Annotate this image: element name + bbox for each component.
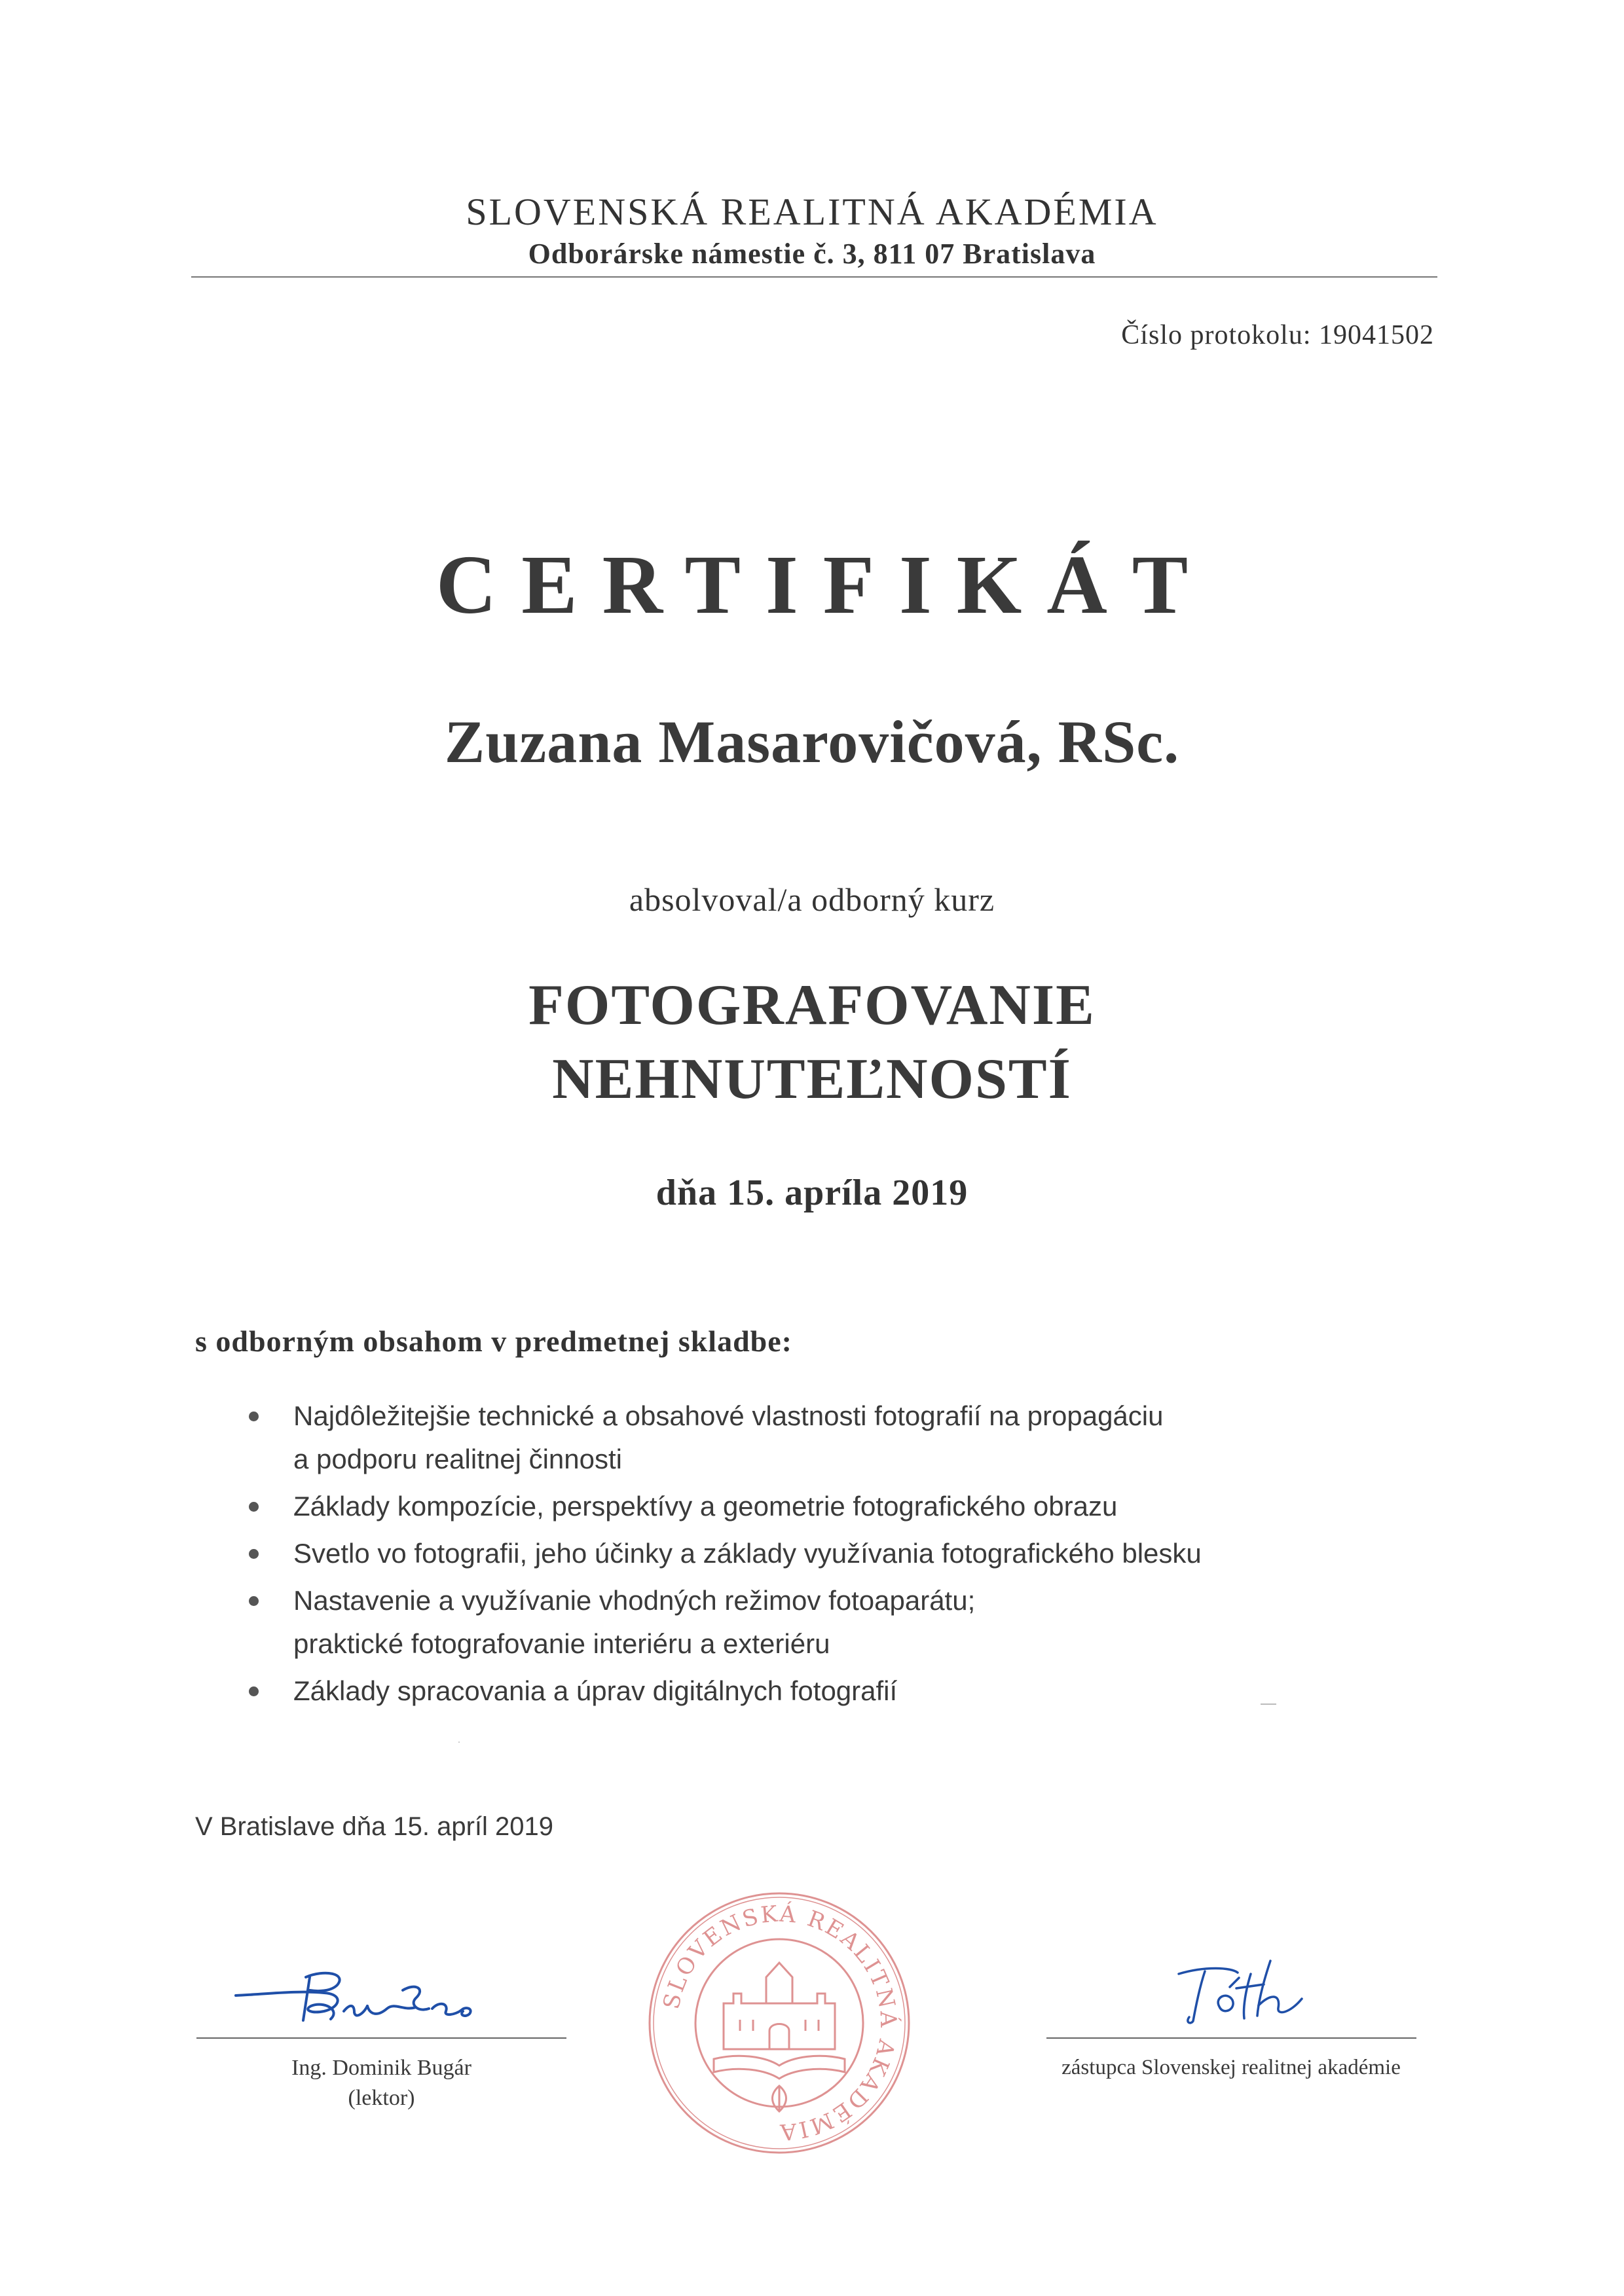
protocol-number: Číslo protokolu: 19041502 [1121, 320, 1434, 350]
bullet-icon [249, 1686, 259, 1696]
lecturer-signature-line [196, 2037, 566, 2039]
scan-mark [1261, 1704, 1276, 1705]
holder-name: Zuzana Masarovičová, RSc. [444, 708, 1180, 775]
list-item [249, 1532, 1395, 1575]
topic-line: Základy spracovania a úprav digitálnych fotografií [293, 1675, 898, 1706]
academy-name: SLOVENSKÁ REALITNÁ AKADÉMIA [466, 191, 1158, 233]
course-date: dňa 15. apríla 2019 [655, 1173, 969, 1213]
topic-line: praktické fotografovanie interiéru a exteriéru [293, 1628, 830, 1659]
bullet-icon [249, 1596, 259, 1606]
academy-address: Odborárske námestie č. 3, 811 07 Bratislava [528, 238, 1096, 270]
list-item [249, 1669, 1395, 1713]
completed-text: absolvoval/a odborný kurz [629, 881, 995, 918]
certificate-title: CERTIFIKÁT [435, 538, 1213, 631]
academy-seal [642, 1886, 917, 2160]
content-intro: s odborným obsahom v predmetnej skladbe: [195, 1324, 792, 1358]
place-date: V Bratislave dňa 15. apríl 2019 [195, 1812, 554, 1841]
bullet-icon [249, 1549, 259, 1559]
list-item [249, 1394, 1395, 1481]
lecturer-signature [226, 1951, 507, 2030]
topics-list [249, 1394, 1395, 1717]
topic-line: Svetlo vo fotografii, jeho účinky a základy využívania fotografického blesku [293, 1538, 1202, 1569]
scan-mark [458, 1741, 460, 1743]
course-title-line2: NEHNUTEĽNOSTÍ [552, 1048, 1072, 1111]
seal-text: SLOVENSKÁ REALITNÁ AKADÉMIA [658, 1901, 902, 2145]
representative-label: zástupca Slovenskej realitnej akadémie [1061, 2056, 1401, 2079]
topic-line: a podporu realitnej činnosti [293, 1444, 622, 1474]
topic-line: Nastavenie a využívanie vhodných režimov fotoaparátu; [293, 1585, 976, 1616]
bullet-icon [249, 1502, 259, 1512]
list-item [249, 1485, 1395, 1528]
bullet-icon [249, 1412, 259, 1421]
header-divider [191, 276, 1437, 278]
lecturer-name: Ing. Dominik Bugár [291, 2056, 471, 2080]
topic-line: Najdôležitejšie technické a obsahové vlastnosti fotografií na propagáciu [293, 1400, 1164, 1431]
representative-signature-line [1046, 2037, 1416, 2039]
course-title-line1: FOTOGRAFOVANIE [528, 974, 1096, 1037]
list-item [249, 1579, 1395, 1666]
topic-line: Základy kompozície, perspektívy a geometrie fotografického obrazu [293, 1491, 1118, 1522]
representative-signature [1159, 1948, 1342, 2030]
lecturer-role: (lektor) [348, 2086, 415, 2110]
